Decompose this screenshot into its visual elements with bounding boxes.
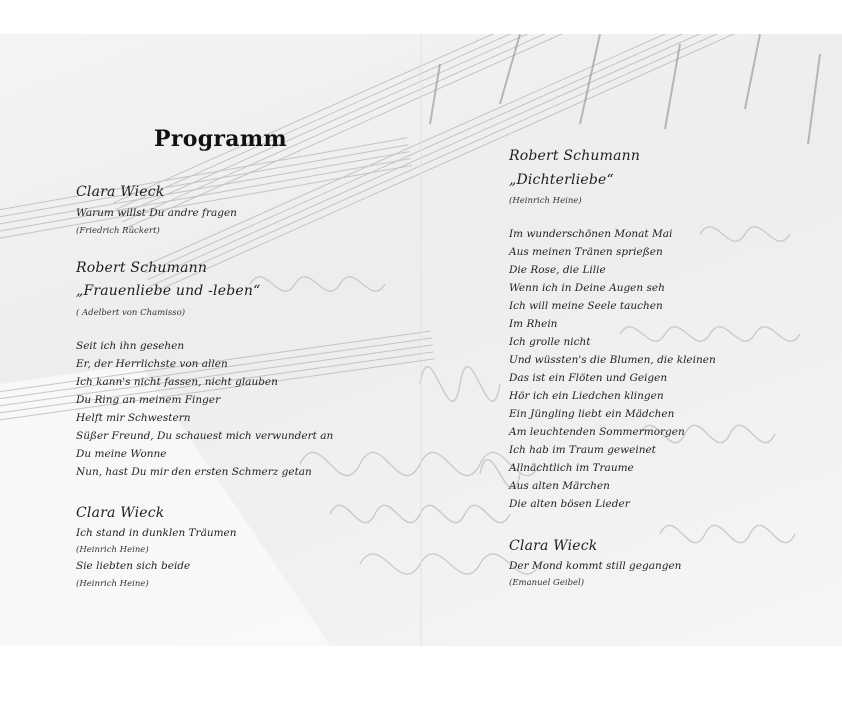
song-title: Hör ich ein Liedchen klingen: [509, 390, 664, 402]
cycle-title: „Dichterliebe“: [509, 172, 614, 188]
page-title: Programm: [154, 126, 287, 152]
song-title: Ich kann's nicht fassen, nicht glauben: [76, 376, 278, 388]
song-title: Ein Jüngling liebt ein Mädchen: [509, 408, 675, 420]
song-title: Am leuchtenden Sommermorgen: [509, 426, 685, 438]
composer-name: Clara Wieck: [76, 505, 165, 521]
song-title: Die Rose, die Lilie: [509, 264, 606, 276]
poet-name: (Friedrich Rückert): [76, 226, 160, 236]
song-title: Seit ich ihn gesehen: [76, 340, 185, 352]
work-title: Warum willst Du andre fragen: [76, 207, 237, 219]
song-title: Aus meinen Tränen sprießen: [509, 246, 663, 258]
work-title: Sie liebten sich beide: [76, 560, 191, 572]
song-title: Das ist ein Flöten und Geigen: [509, 372, 668, 384]
composer-name: Robert Schumann: [509, 148, 641, 164]
song-title: Nun, hast Du mir den ersten Schmerz getan: [76, 466, 312, 478]
poet-name: ( Adelbert von Chamisso): [76, 308, 186, 318]
song-title: Ich grolle nicht: [509, 336, 591, 348]
cycle-title: „Frauenliebe und -leben“: [76, 283, 261, 299]
song-title: Und wüssten's die Blumen, die kleinen: [509, 354, 716, 366]
work-title: Ich stand in dunklen Träumen: [76, 527, 237, 539]
poet-name: (Heinrich Heine): [76, 545, 149, 555]
poet-name: (Heinrich Heine): [509, 196, 582, 206]
work-title: Der Mond kommt still gegangen: [509, 560, 682, 572]
song-title: Du Ring an meinem Finger: [76, 394, 221, 406]
composer-name: Clara Wieck: [509, 538, 598, 554]
song-title: Wenn ich in Deine Augen seh: [509, 282, 665, 294]
song-title: Ich will meine Seele tauchen: [509, 300, 663, 312]
song-title: Im Rhein: [509, 318, 558, 330]
song-title: Süßer Freund, Du schauest mich verwundert an: [76, 430, 334, 442]
song-title: Die alten bösen Lieder: [509, 498, 630, 510]
song-title: Du meine Wonne: [76, 448, 167, 460]
song-title: Ich hab im Traum geweinet: [509, 444, 656, 456]
poet-name: (Heinrich Heine): [76, 579, 149, 589]
song-title: Er, der Herrlichste von allen: [76, 358, 228, 370]
poet-name: (Emanuel Geibel): [509, 578, 585, 588]
composer-name: Robert Schumann: [76, 260, 208, 276]
song-title: Im wunderschönen Monat Mai: [509, 228, 673, 240]
song-title: Allnächtlich im Traume: [509, 462, 634, 474]
song-title: Aus alten Märchen: [509, 480, 610, 492]
song-title: Helft mir Schwestern: [76, 412, 191, 424]
composer-name: Clara Wieck: [76, 184, 165, 200]
